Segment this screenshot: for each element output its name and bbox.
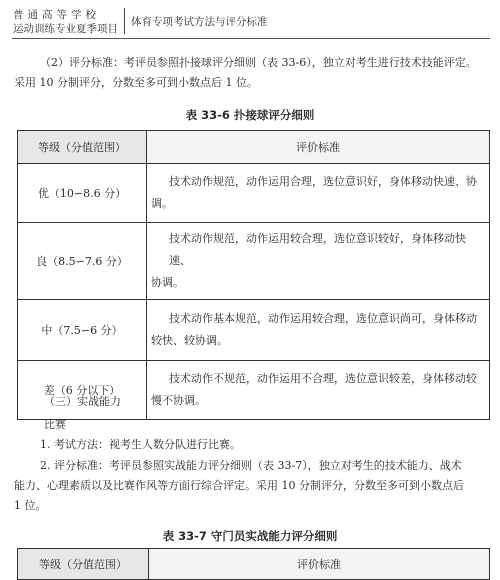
criteria-cell — [147, 223, 490, 300]
criteria-cell — [147, 361, 490, 420]
header-book-title: 体育专项考试方法与评分标准 — [131, 16, 268, 28]
section-3-title: （三）实战能力 — [44, 395, 121, 408]
table-header-row — [18, 549, 490, 580]
criteria-cell — [147, 164, 490, 223]
header-separator — [124, 8, 125, 34]
header-level: 等级（分值范围） — [18, 131, 147, 164]
section-3-sub: 比赛 — [44, 418, 66, 431]
header-level: 等级（分值范围） — [18, 549, 149, 580]
header-school-line2: 运动训练专业夏季项目 — [13, 23, 118, 35]
criteria-line: 慢不协调。 — [151, 394, 206, 407]
table-row — [18, 223, 490, 300]
criteria-line: 调。 — [151, 197, 173, 210]
level-cell: 优（10∽8.6 分） — [18, 164, 147, 223]
table-row — [18, 300, 490, 361]
table-row — [18, 164, 490, 223]
intro-line-2: 采用 10 分制评分，分数至多可到小数点后 1 位。 — [14, 76, 258, 89]
standard-line-2: 能力、心理素质以及比赛作风等方面行综合评定。采用 10 分制评分，分数至多可到小数点后 — [14, 479, 464, 492]
header-school-line1: 普通高等学校 — [13, 9, 100, 21]
criteria-line: 技术动作基本规范，动作运用较合理，选位意识尚可，身体移动 — [169, 312, 477, 325]
header-rule — [12, 38, 490, 39]
level-cell: 差（6 分以下） — [18, 361, 147, 420]
criteria-cell — [147, 300, 490, 361]
table-33-6 — [17, 130, 490, 420]
standard-line-3: 1 位。 — [14, 499, 47, 512]
table-row — [18, 361, 490, 420]
table-33-6-caption: 表 33-6 扑接球评分细则 — [185, 108, 315, 122]
running-header-series — [13, 8, 121, 36]
criteria-line: 技术动作规范，动作运用合理，选位意识好，身体移动快速、协 — [169, 175, 477, 188]
criteria-line: 技术动作规范，动作运用较合理，选位意识较好，身体移动快速、 — [169, 232, 466, 267]
criteria-line: 较快、较协调。 — [151, 334, 228, 347]
intro-line-1: （2）评分标准：考评员参照扑接球评分细则（表 33-6），独立对考生进行技术技能评定。 — [40, 56, 477, 69]
criteria-line: 协调。 — [151, 276, 184, 289]
standard-line-1: 2. 评分标准：考评员参照实战能力评分细则（表 33-7），独立对考生的技术能力、战术 — [40, 459, 462, 472]
table-header-row — [18, 131, 490, 164]
header-criteria: 评价标准 — [147, 131, 490, 164]
table-33-7 — [17, 548, 490, 580]
table-33-7-caption: 表 33-7 守门员实战能力评分细则 — [162, 529, 338, 543]
table-33-7-clip — [17, 548, 490, 571]
exam-method: 1. 考试方法：视考生人数分队进行比赛。 — [40, 438, 241, 451]
level-cell: 良（8.5∽7.6 分） — [18, 223, 147, 300]
criteria-line: 技术动作不规范，动作运用不合理，选位意识较差，身体移动较 — [169, 372, 477, 385]
header-criteria: 评价标准 — [149, 549, 490, 580]
level-cell: 中（7.5∽6 分） — [18, 300, 147, 361]
